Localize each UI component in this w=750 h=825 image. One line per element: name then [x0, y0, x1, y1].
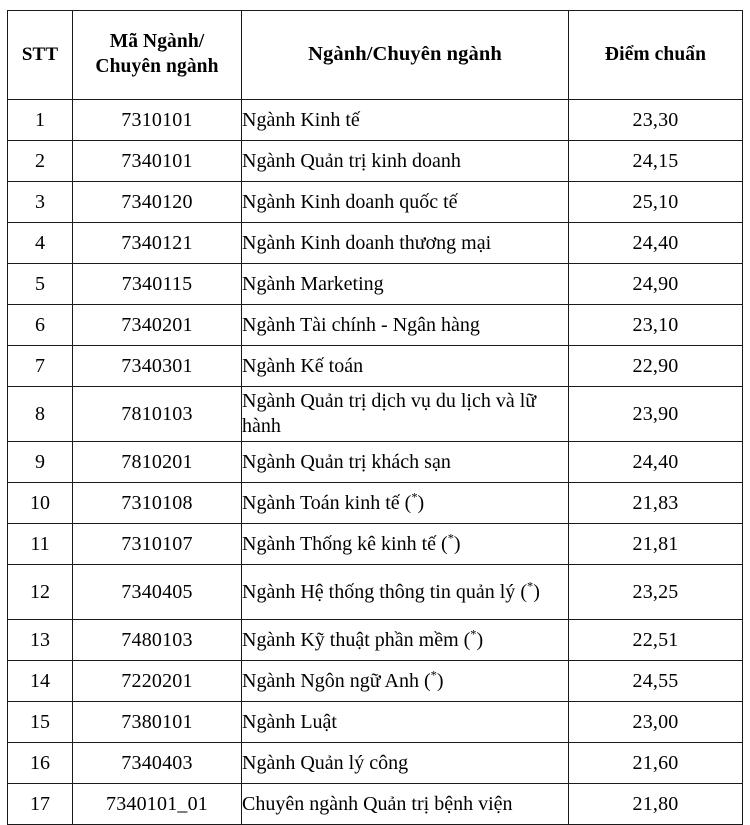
cell-major-name: Ngành Kế toán	[242, 346, 569, 387]
cell-major-code: 7340120	[73, 182, 242, 223]
cell-benchmark-score: 22,90	[569, 346, 743, 387]
cell-major-code: 7810103	[73, 387, 242, 442]
cell-major-name: Ngành Quản lý công	[242, 743, 569, 784]
cell-major-code: 7380101	[73, 702, 242, 743]
cell-benchmark-score: 24,40	[569, 442, 743, 483]
cell-benchmark-score: 24,15	[569, 141, 743, 182]
cell-benchmark-score: 23,90	[569, 387, 743, 442]
major-name-text: Ngành Hệ thống thông tin quản lý	[242, 580, 521, 603]
cell-major-code: 7310107	[73, 524, 242, 565]
cell-benchmark-score: 22,51	[569, 620, 743, 661]
asterisk-note: (*)	[441, 531, 461, 555]
asterisk-note: (*)	[404, 490, 425, 514]
cell-stt: 3	[8, 182, 73, 223]
cell-major-name	[242, 524, 569, 565]
cell-major-code: 7340121	[73, 223, 242, 264]
cell-major-code: 7310108	[73, 483, 242, 524]
cell-stt: 16	[8, 743, 73, 784]
column-header-code	[73, 11, 242, 100]
cell-major-name: Ngành Kinh doanh thương mại	[242, 223, 569, 264]
major-name-text: Ngành Toán kinh tế	[242, 492, 405, 514]
cell-stt: 15	[8, 702, 73, 743]
cell-major-name: Ngành Tài chính - Ngân hàng	[242, 305, 569, 346]
column-header-code-line2: Chuyên ngành	[95, 56, 219, 77]
cell-benchmark-score: 23,10	[569, 305, 743, 346]
table-row	[8, 182, 743, 223]
cell-major-name	[242, 620, 569, 661]
table-row	[8, 442, 743, 483]
cell-stt: 17	[8, 784, 73, 825]
table-body	[8, 100, 743, 825]
cell-major-code: 7340101_01	[73, 784, 242, 825]
cell-benchmark-score: 23,30	[569, 100, 743, 141]
column-header-score: Điểm chuẩn	[569, 11, 743, 100]
table-row	[8, 141, 743, 182]
table-row	[8, 524, 743, 565]
cell-major-name	[242, 483, 569, 524]
cell-major-code: 7480103	[73, 620, 242, 661]
cell-major-name: Ngành Marketing	[242, 264, 569, 305]
table-row	[8, 661, 743, 702]
cell-benchmark-score: 23,25	[569, 565, 743, 620]
table-row	[8, 264, 743, 305]
cell-stt: 14	[8, 661, 73, 702]
cell-benchmark-score: 21,83	[569, 483, 743, 524]
cell-major-code: 7340201	[73, 305, 242, 346]
cell-major-name: Chuyên ngành Quản trị bệnh viện	[242, 784, 569, 825]
cell-major-name: Ngành Kinh doanh quốc tế	[242, 182, 569, 223]
cell-benchmark-score: 24,40	[569, 223, 743, 264]
table-row	[8, 346, 743, 387]
table-row	[8, 565, 743, 620]
major-name-text: Ngành Ngôn ngữ Anh	[242, 670, 424, 692]
table-row	[8, 702, 743, 743]
table-row	[8, 305, 743, 346]
table-row	[8, 387, 743, 442]
cell-stt: 9	[8, 442, 73, 483]
cell-major-name	[242, 565, 569, 620]
table-row	[8, 223, 743, 264]
cell-benchmark-score: 23,00	[569, 702, 743, 743]
cell-major-code: 7310101	[73, 100, 242, 141]
table-row	[8, 483, 743, 524]
cell-benchmark-score: 24,55	[569, 661, 743, 702]
table-header	[8, 11, 743, 100]
cell-stt: 6	[8, 305, 73, 346]
table-row	[8, 100, 743, 141]
cell-stt: 8	[8, 387, 73, 442]
cell-major-name: Ngành Quản trị kinh doanh	[242, 141, 569, 182]
table-row	[8, 743, 743, 784]
column-header-name: Ngành/Chuyên ngành	[242, 11, 569, 100]
admission-score-table	[7, 10, 743, 825]
cell-major-code: 7340405	[73, 565, 242, 620]
cell-stt: 7	[8, 346, 73, 387]
cell-major-name: Ngành Kinh tế	[242, 100, 569, 141]
column-header-stt: STT	[8, 11, 73, 100]
cell-major-name: Ngành Luật	[242, 702, 569, 743]
cell-major-code: 7340403	[73, 743, 242, 784]
cell-benchmark-score: 25,10	[569, 182, 743, 223]
cell-stt: 5	[8, 264, 73, 305]
column-header-code-line1: Mã Ngành/	[109, 31, 205, 53]
cell-benchmark-score: 21,80	[569, 784, 743, 825]
cell-major-code: 7810201	[73, 442, 242, 483]
cell-benchmark-score: 21,60	[569, 743, 743, 784]
cell-benchmark-score: 21,81	[569, 524, 743, 565]
cell-major-code: 7340301	[73, 346, 242, 387]
cell-major-code: 7340101	[73, 141, 242, 182]
cell-stt: 10	[8, 483, 73, 524]
cell-major-name	[242, 661, 569, 702]
cell-stt: 1	[8, 100, 73, 141]
cell-stt: 12	[8, 565, 73, 620]
cell-stt: 2	[8, 141, 73, 182]
cell-major-name: Ngành Quản trị dịch vụ du lịch và lữ hành	[242, 387, 569, 442]
cell-major-name: Ngành Quản trị khách sạn	[242, 442, 569, 483]
cell-stt: 11	[8, 524, 73, 565]
cell-stt: 13	[8, 620, 73, 661]
major-name-text: Ngành Thống kê kinh tế	[242, 533, 442, 555]
table-header-row	[8, 11, 743, 100]
major-name-text: Ngành Kỹ thuật phần mềm	[242, 629, 464, 651]
cell-major-code: 7340115	[73, 264, 242, 305]
table-row	[8, 620, 743, 661]
cell-major-code: 7220201	[73, 661, 242, 702]
cell-stt: 4	[8, 223, 73, 264]
asterisk-note: (*)	[463, 627, 484, 651]
asterisk-note: (*)	[520, 578, 540, 603]
asterisk-note: (*)	[423, 668, 444, 692]
table-row	[8, 784, 743, 825]
cell-benchmark-score: 24,90	[569, 264, 743, 305]
